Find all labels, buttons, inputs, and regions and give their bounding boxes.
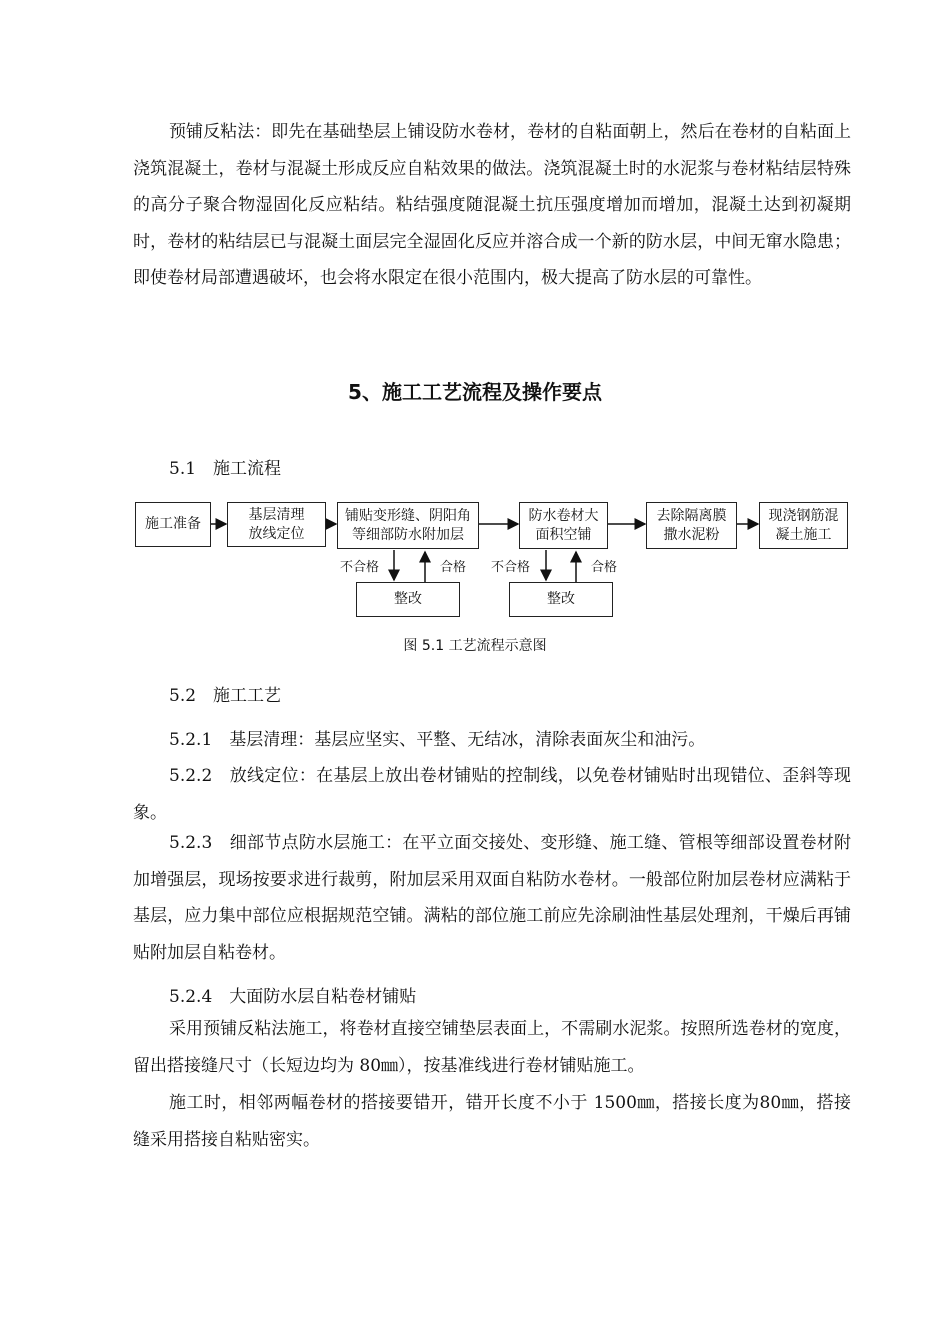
section-heading: 5、施工工艺流程及操作要点 bbox=[348, 380, 602, 404]
item-5-2-4-paragraph-1: 采用预铺反粘法施工，将卷材直接空铺垫层表面上，不需刷水泥浆。按照所选卷材的宽度，留出搭接缝尺寸（长短边均为 80㎜），按基准线进行卷材铺贴施工。 bbox=[133, 1019, 851, 1076]
subsection-5-1-title: 5.1 施工流程 bbox=[169, 459, 282, 479]
flow-step-detail-layer: 铺贴变形缝、阴阳角 等细部防水附加层 bbox=[337, 502, 479, 549]
item-5-2-1: 5.2.1 基层清理：基层应坚实、平整、无结冰，清除表面灰尘和油污。 bbox=[169, 730, 706, 750]
flow-fail-label-2: 不合格 bbox=[491, 560, 531, 575]
intro-paragraph: 预铺反粘法：即先在基础垫层上铺设防水卷材，卷材的自粘面朝上，然后在卷材的自粘面上浇筑混凝土，卷材与混凝土形成反应自粘效果的做法。浇筑混凝土时的水泥浆与卷材粘结层特殊的高分子聚合物湿固化反应粘结。粘结强度随混凝土抗压强度增加而增加，混凝土达到初凝期时，卷材的粘结层已与混凝土面层完全湿固化反应并溶合成一个新的防水层，中间无窜水隐患；即使卷材局部遭遇破坏，也会将水限定在很小范围内，极大提高了防水层的可靠性。 bbox=[133, 122, 851, 288]
flow-step-remove-film: 去除隔离膜 撒水泥粉 bbox=[646, 502, 737, 549]
item-5-2-4-title: 5.2.4 大面防水层自粘卷材铺贴 bbox=[169, 987, 417, 1007]
flow-step-concrete-pour: 现浇钢筋混 凝土施工 bbox=[759, 502, 848, 549]
figure-caption: 图 5.1 工艺流程示意图 bbox=[403, 638, 547, 654]
flow-step-base-cleaning: 基层清理 放线定位 bbox=[227, 502, 326, 547]
subsection-5-2-title: 5.2 施工工艺 bbox=[169, 686, 282, 706]
item-5-2-4-paragraph-2: 施工时，相邻两幅卷材的搭接要错开，错开长度不小于 1500㎜，搭接长度为80㎜，搭接缝采用搭接自粘贴密实。 bbox=[133, 1093, 851, 1150]
flow-pass-label-2: 合格 bbox=[591, 560, 618, 575]
item-5-2-3: 5.2.3 细部节点防水层施工：在平立面交接处、变形缝、施工缝、管根等细部设置卷材附加增强层，现场按要求进行裁剪，附加层采用双面自粘防水卷材。一般部位附加层卷材应满粘于基层，应力集中部位应根据规范空铺。满粘的部位施工前应先涂刷油性基层处理剂，干燥后再铺贴附加层自粘卷材。 bbox=[133, 833, 851, 963]
flow-fail-label-1: 不合格 bbox=[340, 560, 380, 575]
flow-step-membrane-laying: 防水卷材大 面积空铺 bbox=[519, 502, 608, 549]
flow-rework-1: 整改 bbox=[356, 582, 460, 617]
item-5-2-2: 5.2.2 放线定位：在基层上放出卷材铺贴的控制线，以免卷材铺贴时出现错位、歪斜等现象。 bbox=[133, 766, 851, 823]
flow-step-prepare: 施工准备 bbox=[135, 502, 211, 547]
flow-rework-2: 整改 bbox=[509, 582, 613, 617]
flow-pass-label-1: 合格 bbox=[440, 560, 467, 575]
